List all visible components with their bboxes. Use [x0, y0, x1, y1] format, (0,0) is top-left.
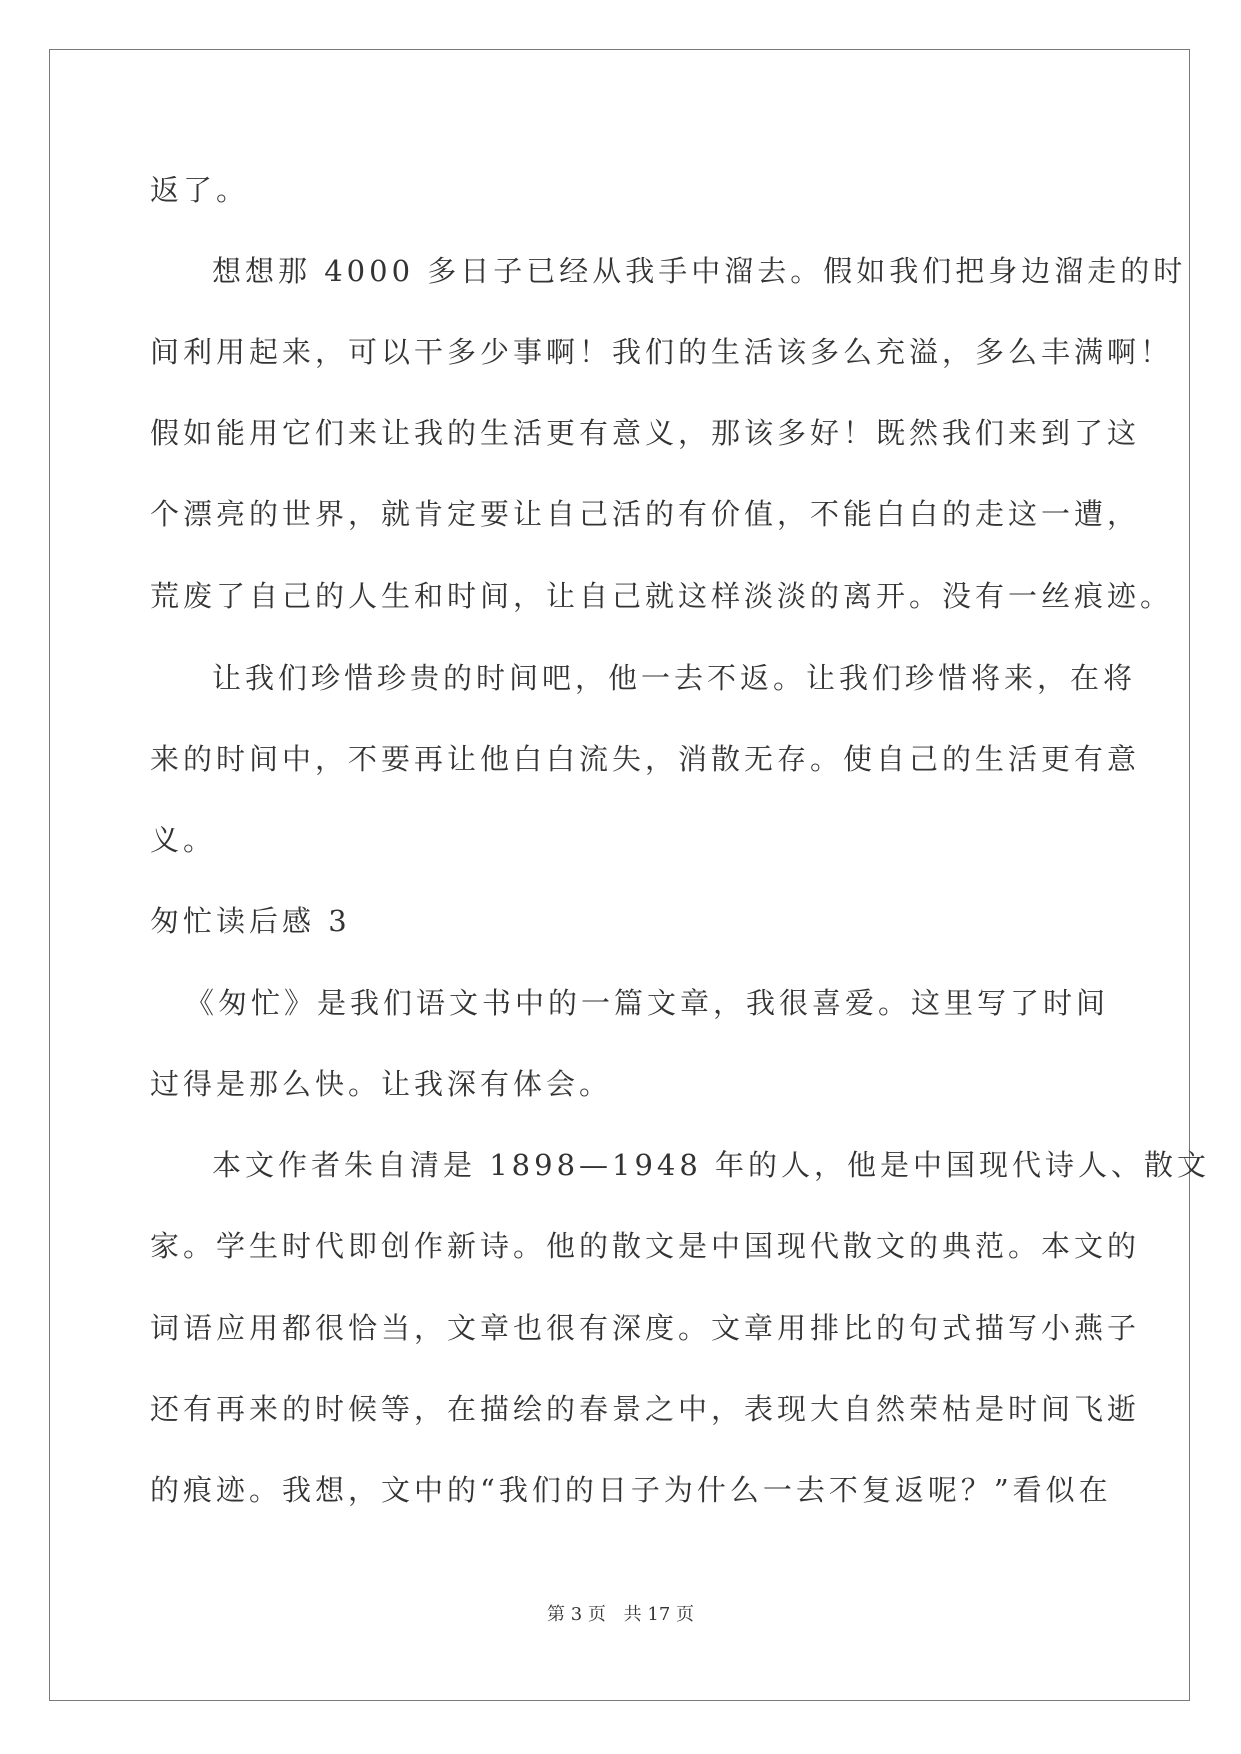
paragraph-line: 家。学生时代即创作新诗。他的散文是中国现代散文的典范。本文的 [150, 1229, 1141, 1263]
section-heading: 匆忙读后感 3 [150, 904, 351, 938]
paragraph-line: 词语应用都很恰当，文章也很有深度。文章用排比的句式描写小燕子 [150, 1311, 1141, 1345]
paragraph-line: 让我们珍惜珍贵的时间吧，他一去不返。让我们珍惜将来，在将 [212, 661, 1137, 695]
paragraph-line: 义。 [150, 823, 217, 857]
paragraph-line: 《匆忙》是我们语文书中的一篇文章，我很喜爱。这里写了时间 [185, 986, 1110, 1020]
paragraph-line: 间利用起来，可以干多少事啊！我们的生活该多么充溢，多么丰满啊！ [150, 335, 1174, 369]
page-footer [0, 1600, 1241, 1626]
paragraph-line: 的痕迹。我想，文中的“我们的日子为什么一去不复返呢？”看似在 [150, 1473, 1112, 1507]
paragraph-line: 假如能用它们来让我的生活更有意义，那该多好！既然我们来到了这 [150, 416, 1141, 450]
page-number: 第 3 页 [547, 1604, 606, 1625]
paragraph-line: 返了。 [150, 173, 250, 207]
paragraph-line: 想想那 4000 多日子已经从我手中溜去。假如我们把身边溜走的时 [212, 254, 1187, 288]
paragraph-line: 荒废了自己的人生和时间，让自己就这样淡淡的离开。没有一丝痕迹。 [150, 579, 1174, 613]
page-border [49, 49, 1190, 1701]
paragraph-line: 来的时间中，不要再让他白白流失，消散无存。使自己的生活更有意 [150, 742, 1141, 776]
paragraph-line: 本文作者朱自清是 1898—1948 年的人，他是中国现代诗人、散文 [212, 1148, 1211, 1182]
paragraph-line: 个漂亮的世界，就肯定要让自己活的有价值，不能白白的走这一遭， [150, 497, 1141, 531]
paragraph-line: 还有再来的时候等，在描绘的春景之中，表现大自然荣枯是时间飞逝 [150, 1392, 1141, 1426]
paragraph-line: 过得是那么快。让我深有体会。 [150, 1067, 613, 1101]
page-total: 共 17 页 [623, 1604, 694, 1625]
